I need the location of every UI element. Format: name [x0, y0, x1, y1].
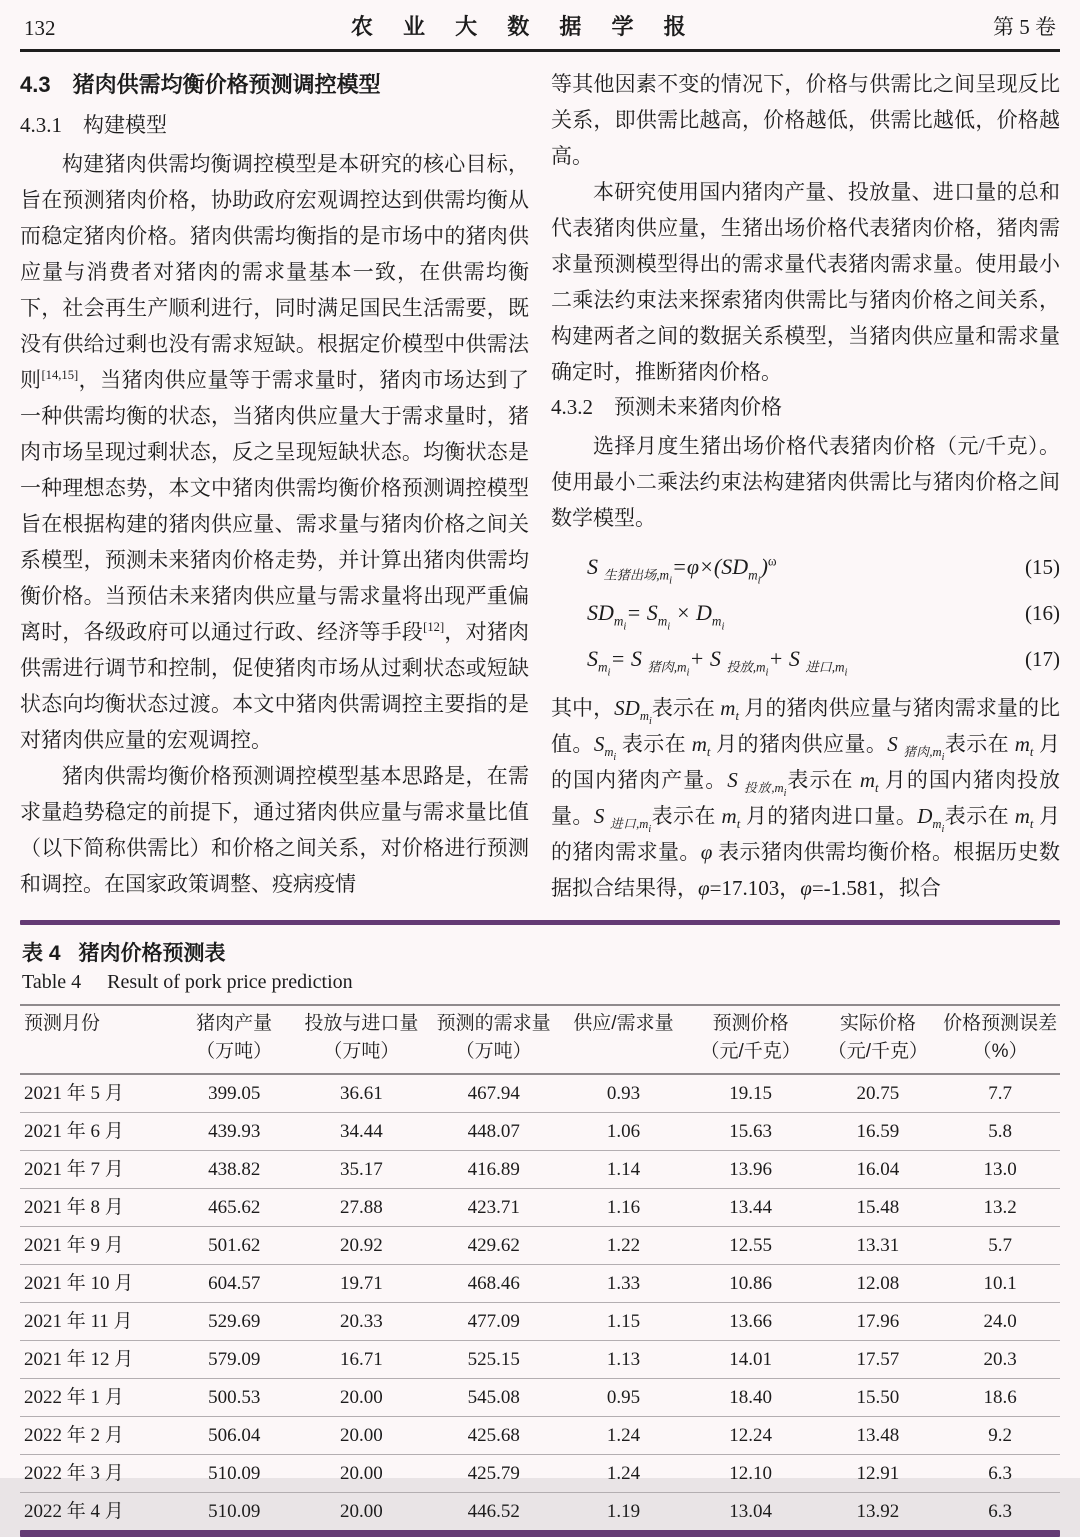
column-unit: （万吨）: [455, 1041, 532, 1062]
value-cell: 13.92: [856, 1501, 900, 1522]
value-cell: 1.19: [606, 1501, 641, 1522]
equation-17-number: (17): [1025, 647, 1060, 671]
table-row: [20, 1493, 1060, 1531]
value-cell: 423.71: [426, 1189, 561, 1227]
value-cell: 10.86: [686, 1265, 816, 1303]
table-caption-zh-title: 猪肉价格预测表: [78, 942, 226, 965]
value-cell: 446.52: [467, 1501, 520, 1522]
column-header: 投放与进口量: [304, 1013, 419, 1034]
value-cell: 510.09: [208, 1501, 261, 1522]
equation-15-number: (15): [1025, 555, 1060, 579]
value-cell: 15.63: [686, 1113, 816, 1151]
subsection-heading-4-3-2: 4.3.2 预测未来猪肉价格: [551, 395, 782, 419]
column-unit: （万吨）: [196, 1041, 273, 1062]
table-row: [20, 1227, 1060, 1265]
equation-16: [551, 598, 1060, 633]
value-cell: 5.8: [940, 1113, 1060, 1151]
equation-17: [551, 644, 1060, 679]
value-cell: 1.06: [561, 1113, 686, 1151]
table-row: [20, 1379, 1060, 1417]
value-cell: 13.0: [940, 1151, 1060, 1189]
value-cell: 19.71: [297, 1265, 427, 1303]
value-cell: 529.69: [172, 1303, 297, 1341]
column-header: 预测的需求量: [436, 1013, 551, 1034]
value-cell: 468.46: [426, 1265, 561, 1303]
value-cell: 20.75: [816, 1074, 941, 1113]
value-cell: 12.91: [816, 1455, 941, 1493]
value-cell: 1.24: [561, 1455, 686, 1493]
value-cell: 19.15: [686, 1074, 816, 1113]
value-cell: 12.08: [816, 1265, 941, 1303]
value-cell: 34.44: [297, 1113, 427, 1151]
left-column: [20, 66, 529, 906]
equation-block: [551, 552, 1060, 679]
value-cell: 36.61: [297, 1074, 427, 1113]
value-cell: 510.09: [172, 1455, 297, 1493]
value-cell: 0.95: [561, 1379, 686, 1417]
value-cell: 15.48: [816, 1189, 941, 1227]
column-unit: [20, 1039, 172, 1074]
value-cell: 429.62: [426, 1227, 561, 1265]
table-row: [20, 1417, 1060, 1455]
value-cell: 1.13: [561, 1341, 686, 1379]
value-cell: 20.00: [340, 1501, 383, 1522]
table-bottom-rule: [20, 1530, 1060, 1537]
month-cell: 2022 年 4 月: [24, 1501, 124, 1522]
column-header: 猪肉产量: [196, 1013, 273, 1034]
column-unit: （元/千克）: [827, 1041, 929, 1062]
value-cell: 448.07: [426, 1113, 561, 1151]
paragraph-inverse-relation: 等其他因素不变的情况下，价格与供需比之间呈现反比关系，即供需比越高，价格越低，供需比越低，价格越高。: [551, 72, 1060, 168]
value-cell: 13.44: [686, 1189, 816, 1227]
column-header: 供应/需求量: [573, 1013, 674, 1034]
citation-ref-14-15: [14,15]: [41, 368, 79, 382]
value-cell: 10.1: [940, 1265, 1060, 1303]
paragraph-text: ，当猪肉供应量等于需求量时，猪肉市场达到了一种供需均衡的状态，当猪肉供应量大于需求量时，猪肉市场呈现过剩状态，反之呈现短缺状态。均衡状态是一种理想态势，本文中猪肉供需均衡价格预测调控模型旨在根据构建的猪肉供应量、需求量与猪肉价格之间关系模型，预测未来猪肉价格走势，并计算出猪肉供需均衡价格。当预估未来猪肉供应量与需求量将出现严重偏离时，各级政府可以通过行政、经济等手段: [20, 368, 530, 644]
value-cell: 9.2: [940, 1417, 1060, 1455]
value-cell: 399.05: [172, 1074, 297, 1113]
value-cell: 467.94: [426, 1074, 561, 1113]
volume-label: 第 5 卷: [993, 15, 1056, 39]
equation-15-formula: S $_{生猪出场,mi}=\varphi\times(SD_{mi})^\omega$: [587, 553, 777, 587]
value-cell: 20.3: [940, 1341, 1060, 1379]
month-cell: 2021 年 9 月: [20, 1227, 172, 1265]
month-cell: 2021 年 10 月: [20, 1265, 172, 1303]
table-caption-en-label: Table 4: [22, 971, 82, 993]
month-cell: 2021 年 7 月: [20, 1151, 172, 1189]
body-columns: [20, 52, 1060, 906]
month-cell: 2021 年 11 月: [20, 1303, 172, 1341]
value-cell: 0.93: [561, 1074, 686, 1113]
month-cell: 2021 年 6 月: [20, 1113, 172, 1151]
value-cell: 425.68: [426, 1417, 561, 1455]
value-cell: 16.04: [816, 1151, 941, 1189]
table-section: [20, 920, 1060, 1537]
value-cell: 20.00: [297, 1455, 427, 1493]
column-header: 预测价格: [712, 1013, 789, 1034]
value-cell: 20.00: [297, 1417, 427, 1455]
column-unit: [561, 1039, 686, 1074]
value-cell: 7.7: [940, 1074, 1060, 1113]
month-cell: 2022 年 3 月: [20, 1455, 172, 1493]
value-cell: 438.82: [172, 1151, 297, 1189]
table-row: [20, 1074, 1060, 1113]
value-cell: 477.09: [426, 1303, 561, 1341]
table-header: [20, 1005, 1060, 1074]
equation-15: [551, 552, 1060, 587]
paragraph-data-sources: 本研究使用国内猪肉产量、投放量、进口量的总和代表猪肉供应量，生猪出场价格代表猪肉价格，猪肉需求量预测模型得出的需求量代表猪肉需求量。使用最小二乘法约束法来探索猪肉供需比与猪肉价格之间关系，构建两者之间的数据关系模型，当猪肉供应量和需求量确定时，推断猪肉价格。: [551, 180, 1060, 384]
table-body: [20, 1074, 1060, 1530]
table-row: [20, 1341, 1060, 1379]
value-cell: 13.2: [940, 1189, 1060, 1227]
value-cell: 16.59: [816, 1113, 941, 1151]
month-cell: 2022 年 1 月: [20, 1379, 172, 1417]
month-cell: 2021 年 5 月: [20, 1074, 172, 1113]
value-cell: 5.7: [940, 1227, 1060, 1265]
equation-16-formula: $SD_{mi}= S_{mi} \times D_{mi}$: [587, 600, 725, 633]
journal-title: 农 业 大 数 据 学 报: [350, 14, 698, 39]
column-unit: （元/千克）: [700, 1041, 801, 1062]
prediction-table: [20, 1004, 1060, 1530]
table-row: [20, 1189, 1060, 1227]
value-cell: 416.89: [426, 1151, 561, 1189]
value-cell: 18.40: [686, 1379, 816, 1417]
value-cell: 14.01: [686, 1341, 816, 1379]
table-caption-zh-label: 表 4: [22, 942, 61, 965]
paragraph-basic-idea: 猪肉供需均衡价格预测调控模型基本思路是，在需求量趋势稳定的前提下，通过猪肉供应量与需求量比值（以下简称供需比）和价格之间关系，对价格进行预测和调控。在国家政策调整、疫病疫情: [20, 764, 529, 896]
value-cell: 18.6: [940, 1379, 1060, 1417]
value-cell: 1.33: [561, 1265, 686, 1303]
paragraph-model-construction: [20, 146, 529, 758]
value-cell: 12.10: [686, 1455, 816, 1493]
section-heading-4-3: 4.3 猪肉供需均衡价格预测调控模型: [20, 72, 381, 97]
value-cell: 6.3: [988, 1501, 1012, 1522]
value-cell: 1.15: [561, 1303, 686, 1341]
value-cell: 1.24: [561, 1417, 686, 1455]
subsection-heading-4-3-1: 4.3.1 构建模型: [20, 113, 167, 137]
table-row: [20, 1113, 1060, 1151]
value-cell: 12.55: [686, 1227, 816, 1265]
column-unit: （%）: [972, 1041, 1028, 1062]
table-row: [20, 1303, 1060, 1341]
value-cell: 545.08: [426, 1379, 561, 1417]
value-cell: 501.62: [172, 1227, 297, 1265]
citation-ref-12: [12]: [423, 620, 445, 634]
table-row: [20, 1151, 1060, 1189]
value-cell: 15.50: [816, 1379, 941, 1417]
table-caption-en: [22, 971, 1060, 994]
column-header: 预测月份: [24, 1013, 101, 1034]
value-cell: 20.92: [297, 1227, 427, 1265]
value-cell: 20.00: [297, 1379, 427, 1417]
value-cell: 13.66: [686, 1303, 816, 1341]
value-cell: 24.0: [940, 1303, 1060, 1341]
value-cell: 1.16: [561, 1189, 686, 1227]
page-number: 132: [24, 16, 56, 40]
table-row: [20, 1455, 1060, 1493]
table-top-rule: [20, 920, 1060, 925]
value-cell: 579.09: [172, 1341, 297, 1379]
value-cell: 17.57: [816, 1341, 941, 1379]
value-cell: 506.04: [172, 1417, 297, 1455]
value-cell: 525.15: [426, 1341, 561, 1379]
month-cell: 2021 年 12 月: [20, 1341, 172, 1379]
value-cell: 604.57: [172, 1265, 297, 1303]
value-cell: 439.93: [172, 1113, 297, 1151]
value-cell: 13.31: [816, 1227, 941, 1265]
column-header: 实际价格: [839, 1013, 916, 1034]
value-cell: 13.96: [686, 1151, 816, 1189]
paragraph-text: 构建猪肉供需均衡调控模型是本研究的核心目标，旨在预测猪肉价格，协助政府宏观调控达到供需均衡从而稳定猪肉价格。猪肉供需均衡指的是市场中的猪肉供应量与消费者对猪肉的需求量基本一致，在供需均衡下，社会再生产顺利进行，同时满足国民生活需要，既没有供给过剩也没有需求短缺。根据定价模型中供需法则: [20, 152, 529, 392]
value-cell: 16.71: [297, 1341, 427, 1379]
value-cell: 1.22: [561, 1227, 686, 1265]
table-row: [20, 1265, 1060, 1303]
equation-17-formula: $S_{mi}= S$ $_{猪肉,mi}$+ S $_{投放,mi}$+ S $_{进口,mi}$: [587, 646, 848, 679]
equation-16-number: (16): [1025, 601, 1060, 625]
value-cell: 6.3: [940, 1455, 1060, 1493]
paragraph-symbol-explanation: 其中，$SD_{mi}$表示在 $m_t$ 月的猪肉供应量与猪肉需求量的比值。$S_{mi}$ 表示在 $m_t$ 月的猪肉供应量。S $_{猪肉,mi}$表示在 $m_t$ 月的国内猪肉产量。S $_{投放,mi}$表示在 $m_t$ 月的国内猪肉投放量。S $_{进口,mi}$表示在 $m_t$ 月的猪肉进口量。$D_{mi}$表示在 $m_t$ 月的猪肉需求量。φ 表示猪肉供需均衡价格。根据历史数据拟合结果得，φ=17.103，φ=-1.581，拟合: [551, 696, 1061, 900]
value-cell: 13.04: [729, 1501, 773, 1522]
month-cell: 2022 年 2 月: [20, 1417, 172, 1455]
running-head: [20, 0, 1060, 52]
value-cell: 13.48: [816, 1417, 941, 1455]
right-column: [551, 66, 1060, 906]
value-cell: 425.79: [426, 1455, 561, 1493]
value-cell: 12.24: [686, 1417, 816, 1455]
value-cell: 1.14: [561, 1151, 686, 1189]
paragraph-text: ，对猪肉供需进行调节和控制，促使猪肉市场从过剩状态或短缺状态向均衡状态过渡。本文中猪肉供需调控主要指的是对猪肉供应量的宏观调控。: [20, 620, 530, 752]
table-caption-zh: [22, 937, 1060, 967]
value-cell: 465.62: [172, 1189, 297, 1227]
paragraph-price-model: 选择月度生猪出场价格代表猪肉价格（元/千克）。使用最小二乘法约束法构建猪肉供需比与猪肉价格之间数学模型。: [551, 434, 1060, 530]
value-cell: 35.17: [297, 1151, 427, 1189]
value-cell: 17.96: [816, 1303, 941, 1341]
value-cell: 27.88: [297, 1189, 427, 1227]
month-cell: 2021 年 8 月: [20, 1189, 172, 1227]
value-cell: 20.33: [297, 1303, 427, 1341]
column-unit: （万吨）: [323, 1041, 400, 1062]
table-caption-en-title: Result of pork price prediction: [107, 971, 353, 993]
value-cell: 500.53: [172, 1379, 297, 1417]
column-header: 价格预测误差: [943, 1013, 1058, 1034]
